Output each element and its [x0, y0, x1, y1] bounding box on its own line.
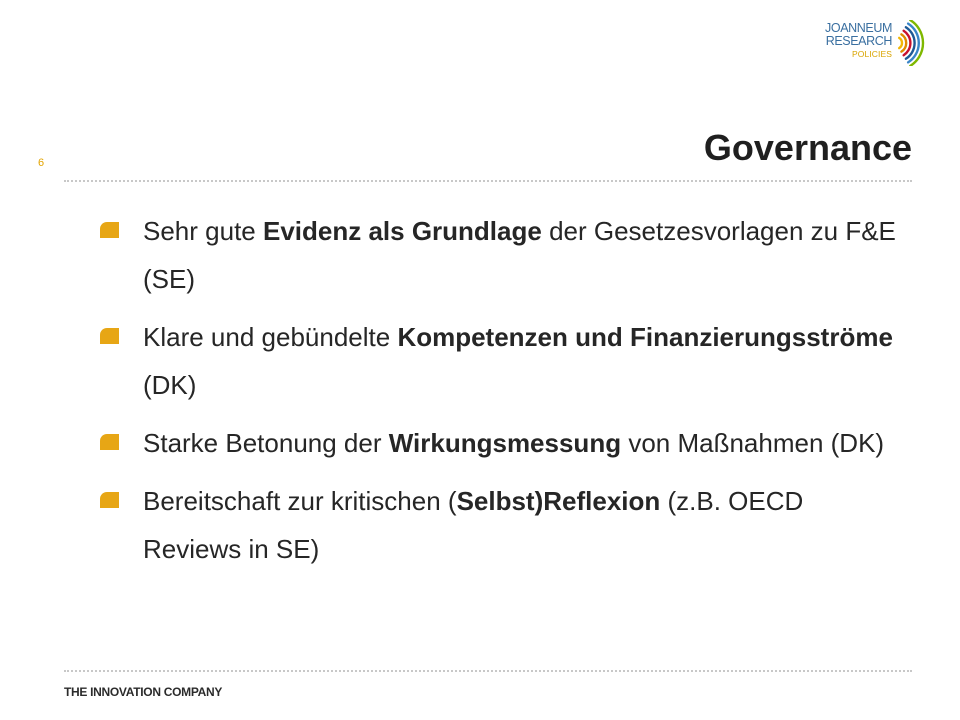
logo-wordmark: [806, 22, 892, 60]
footer-tagline: THE INNOVATION COMPANY: [64, 685, 223, 699]
bullet-list: [100, 207, 900, 583]
joanneum-research-logo: [806, 20, 926, 68]
bullet-segment: Bereitschaft zur kritischen (: [143, 486, 457, 516]
bullet-emphasis: Kompetenzen und Finanzierungsströme: [397, 322, 893, 352]
bullet-emphasis: Evidenz als Grundlage: [262, 216, 542, 246]
page-number: 6: [38, 157, 45, 169]
logo-line-policies: POLICIES: [851, 49, 892, 59]
logo-arc: [899, 38, 902, 48]
bullet-marker-icon: [100, 434, 119, 450]
slide-title: Governance: [703, 127, 912, 168]
bullet-text: [143, 486, 803, 564]
bullet-segment: Starke Betonung der: [143, 428, 389, 458]
bullet-item: [100, 419, 900, 467]
bullet-segment: der Gesetzesvorlagen zu F&E (SE): [143, 216, 896, 294]
bullet-text: [143, 216, 896, 294]
bullet-item: [100, 207, 900, 303]
title-divider: [64, 180, 912, 182]
bullet-emphasis: Wirkungsmessung: [388, 428, 622, 458]
bullet-item: [100, 477, 900, 573]
bullet-segment: von Maßnahmen (DK): [621, 428, 885, 458]
bullet-item: [100, 313, 900, 409]
bullet-emphasis: Selbst)Reflexion: [456, 486, 661, 516]
bullet-text: [143, 322, 893, 400]
logo-arcs-icon: [894, 20, 926, 66]
bullet-segment: Sehr gute: [143, 216, 263, 246]
bullet-marker-icon: [100, 328, 119, 344]
bullet-text: [143, 428, 884, 458]
bullet-marker-icon: [100, 492, 119, 508]
logo-line-research: RESEARCH: [825, 34, 892, 48]
bullet-marker-icon: [100, 222, 119, 238]
bullet-segment: (z.B. OECD Reviews in SE): [143, 486, 804, 564]
logo-line-joanneum: JOANNEUM: [825, 21, 892, 35]
bullet-segment: (DK): [143, 370, 197, 400]
footer-divider: [64, 670, 912, 672]
bullet-segment: Klare und gebündelte: [143, 322, 398, 352]
